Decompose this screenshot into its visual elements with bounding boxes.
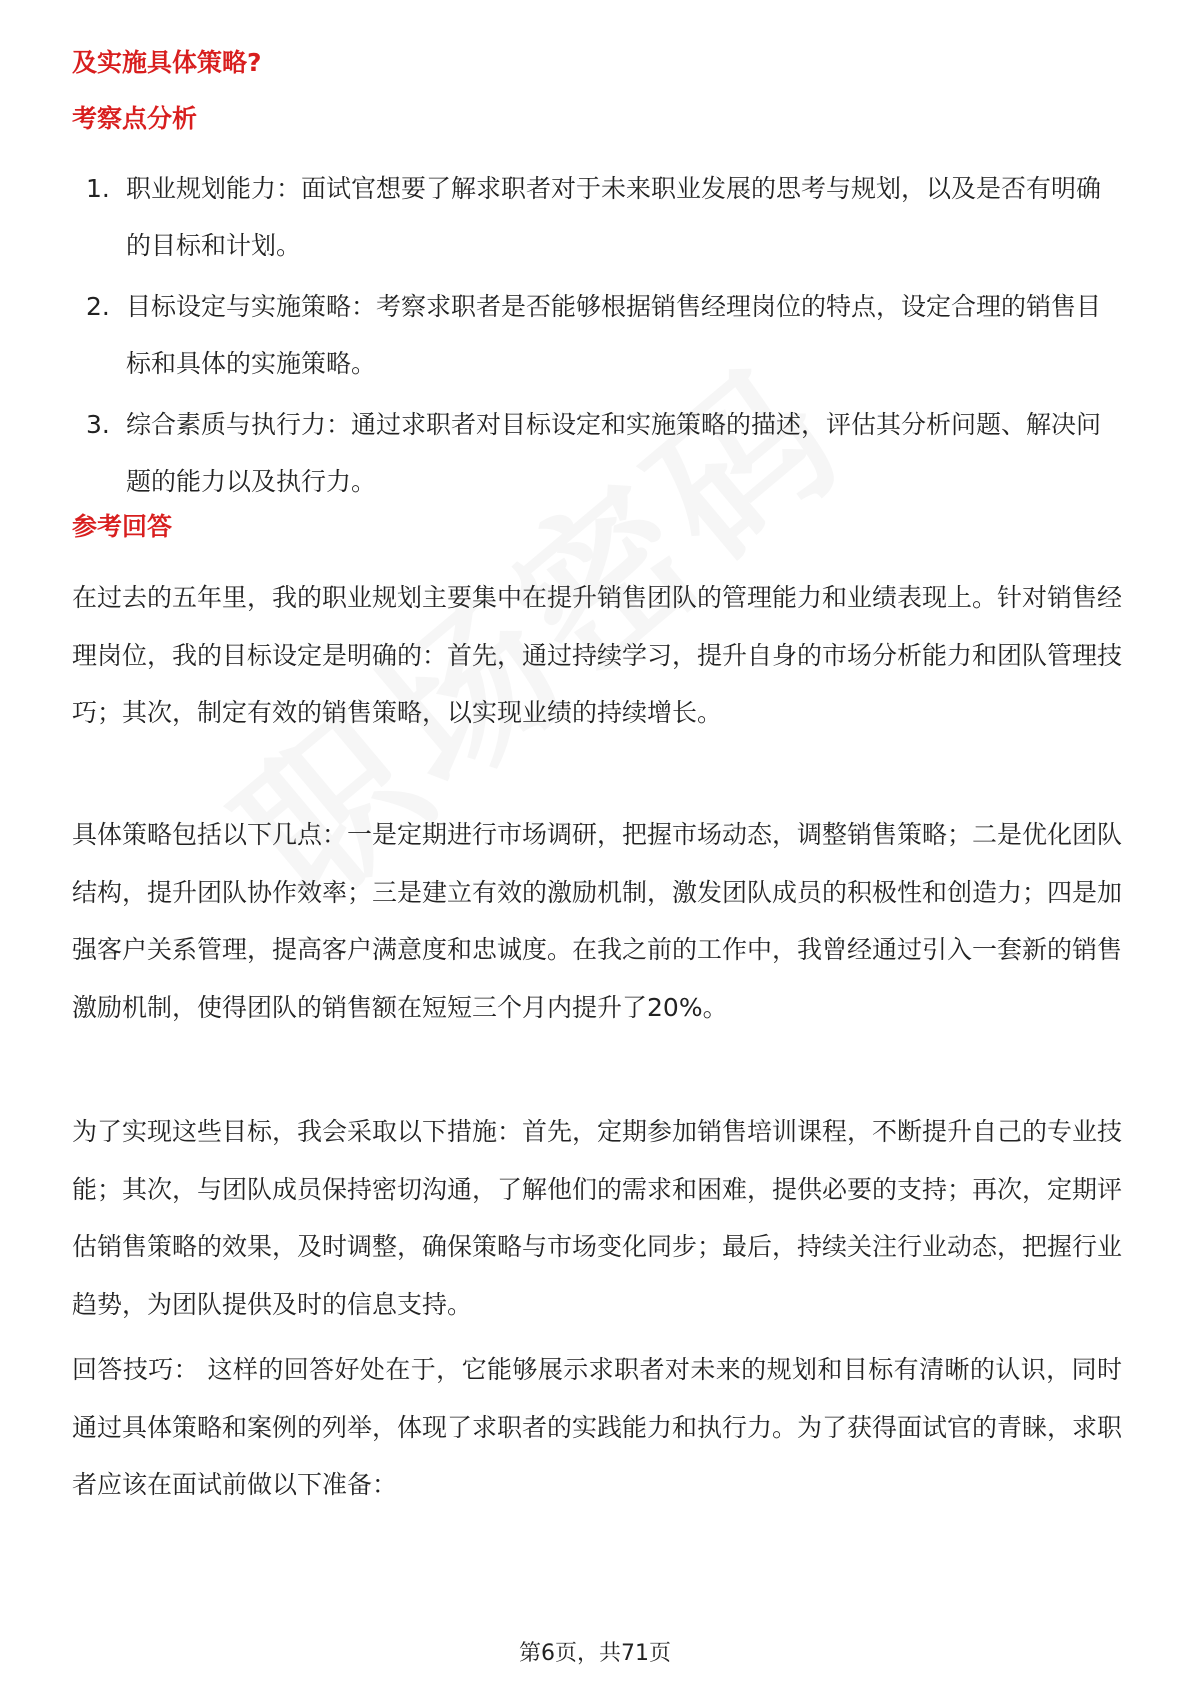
list-item-number: 1. [86, 174, 110, 203]
analysis-list-item [72, 160, 1112, 274]
analysis-list [72, 160, 1112, 514]
answer-paragraph-3: 为了实现这些目标，我会采取以下措施：首先，定期参加销售培训课程，不断提升自己的专业技能；其次，与团队成员保持密切沟通，了解他们的需求和困难，提供必要的支持；再次，定期评估销售策略的效果，及时调整，确保策略与市场变化同步；最后，持续关注行业动态，把握行业趋势，为团队提供及时的信息支持。 [72, 1117, 1123, 1319]
analysis-heading: 考察点分析 [72, 104, 198, 133]
answer-paragraph-2: 具体策略包括以下几点：一是定期进行市场调研，把握市场动态，调整销售策略；二是优化团队结构，提升团队协作效率；三是建立有效的激励机制，激发团队成员的积极性和创造力；四是加强客户关系管理，提高客户满意度和忠诚度。在我之前的工作中，我曾经通过引入一套新的销售激励机制，使得团队的销售额在短短三个月内提升了20%。 [72, 820, 1123, 1022]
list-item-text: 目标设定与实施策略：考察求职者是否能够根据销售经理岗位的特点，设定合理的销售目标和具体的实施策略。 [126, 292, 1102, 378]
list-item-text: 职业规划能力：面试官想要了解求职者对于未来职业发展的思考与规划，以及是否有明确的目标和计划。 [126, 174, 1102, 260]
list-item-number: 2. [86, 292, 110, 321]
answer-paragraph-1: 在过去的五年里，我的职业规划主要集中在提升销售团队的管理能力和业绩表现上。针对销售经理岗位，我的目标设定是明确的：首先，通过持续学习，提升自身的市场分析能力和团队管理技巧；其次，制定有效的销售策略，以实现业绩的持续增长。 [72, 583, 1123, 727]
page-number-footer: 第6页，共71页 [519, 1641, 671, 1666]
list-item-number: 3. [86, 410, 110, 439]
analysis-list-item [72, 396, 1112, 510]
reference-heading: 参考回答 [72, 512, 173, 541]
list-item-text: 综合素质与执行力：通过求职者对目标设定和实施策略的描述，评估其分析问题、解决问题的能力以及执行力。 [126, 410, 1102, 496]
question-heading-tail: 及实施具体策略? [72, 48, 262, 77]
analysis-list-item [72, 278, 1112, 392]
answer-tips-paragraph: 回答技巧： 这样的回答好处在于，它能够展示求职者对未来的规划和目标有清晰的认识，同时通过具体策略和案例的列举，体现了求职者的实践能力和执行力。为了获得面试官的青睐，求职者应该在面试前做以下准备： [72, 1355, 1123, 1499]
